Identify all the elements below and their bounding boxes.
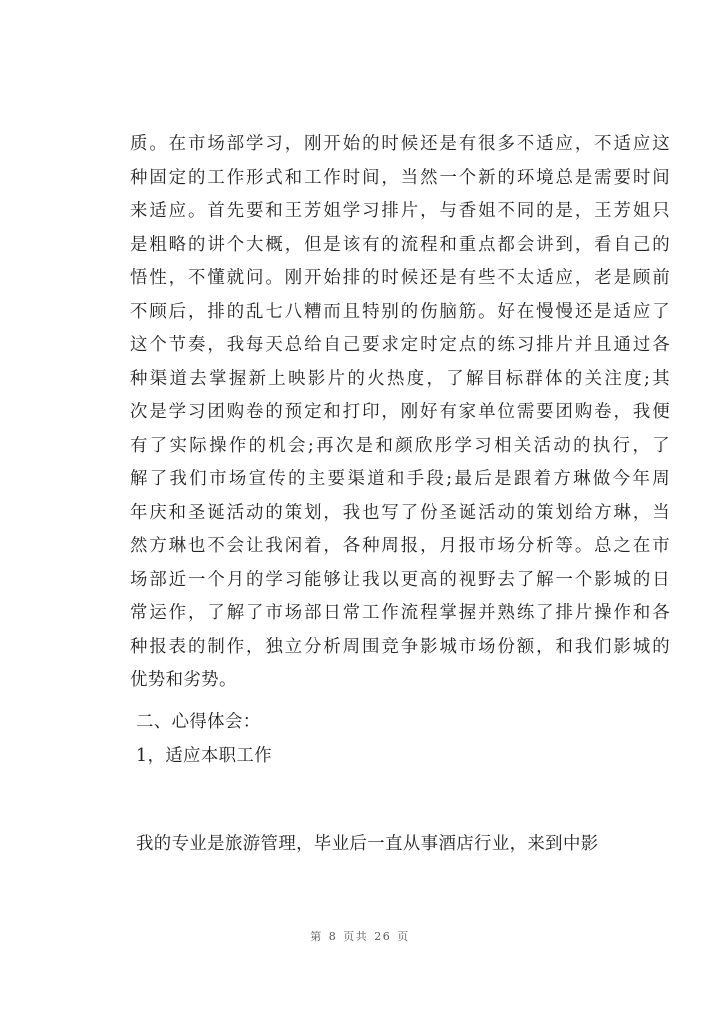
text-line: 次是学习团购卷的预定和打印，刚好有家单位需要团购卷，我便 — [130, 402, 670, 422]
page-footer — [0, 928, 720, 944]
text-line: 种渠道去掌握新上映影片的火热度，了解目标群体的关注度;其 — [130, 368, 670, 389]
text-line: 年庆和圣诞活动的策划，我也写了份圣诞活动的策划给方琳，当 — [130, 502, 670, 523]
footer-middle: 页共 — [343, 930, 369, 943]
text-line: 种固定的工作形式和工作时间，当然一个新的环境总是需要时间 — [130, 167, 670, 188]
section-heading: 二、心得体会： — [136, 712, 261, 732]
text-line: 我的专业是旅游管理，毕业后一直从事酒店行业，来到中影 — [136, 834, 599, 854]
paragraph-1 — [130, 128, 670, 698]
text-line: 然方琳也不会让我闲着，各种周报，月报市场分析等。总之在市 — [130, 536, 670, 556]
text-line: 有了实际操作的机会;再次是和颜欣彤学习相关活动的执行，了 — [130, 435, 670, 456]
text-line: 这个节奏，我每天总给自己要求定时定点的练习排片并且通过各 — [130, 335, 670, 355]
sub-heading: 1，适应本职工作 — [136, 746, 272, 766]
text-line: 质。在市场部学习，刚开始的时候还是有很多不适应，不适应这 — [130, 134, 670, 154]
footer-page-number: 8 — [328, 930, 338, 943]
text-line: 种报表的制作，独立分析周围竞争影城市场份额，和我们影城的 — [130, 636, 670, 657]
text-line: 场部近一个月的学习能够让我以更高的视野去了解一个影城的日 — [130, 569, 670, 590]
text-line: 悟性，不懂就问。刚开始排的时候还是有些不太适应，老是顾前 — [130, 268, 670, 288]
paragraph-2 — [130, 828, 670, 862]
text-line: 常运作，了解了市场部日常工作流程掌握并熟练了排片操作和各 — [130, 603, 670, 623]
footer-suffix: 页 — [397, 930, 410, 943]
text-line: 是粗略的讲个大概，但是该有的流程和重点都会讲到，看自己的 — [130, 234, 670, 255]
footer-total-pages: 26 — [374, 930, 392, 943]
footer-prefix: 第 — [310, 930, 323, 943]
text-line: 不顾后，排的乱七八糟而且特别的伤脑筋。好在慢慢还是适应了 — [130, 301, 670, 322]
text-line: 来适应。首先要和王芳姐学习排片，与香姐不同的是，王芳姐只 — [130, 201, 670, 221]
text-line: 优势和劣势。 — [130, 670, 237, 690]
text-line: 解了我们市场宣传的主要渠道和手段;最后是跟着方琳做今年周 — [130, 469, 670, 489]
